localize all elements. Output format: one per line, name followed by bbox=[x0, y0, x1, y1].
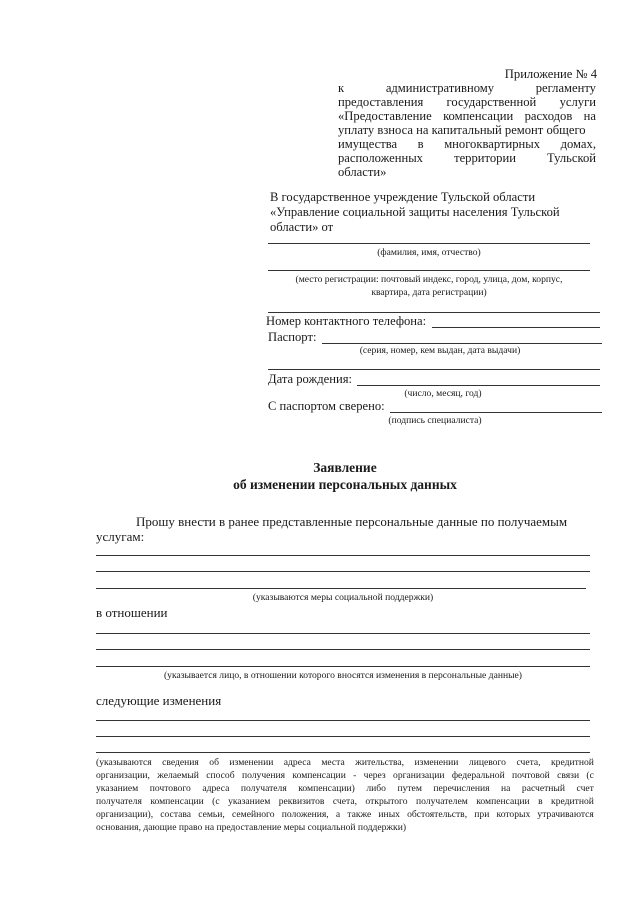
birth-date-caption: (число, месяц, год) bbox=[404, 388, 482, 399]
measures-line-3[interactable] bbox=[96, 588, 586, 589]
birth-date-label: Дата рождения: bbox=[268, 372, 352, 386]
address-field-line[interactable] bbox=[268, 270, 590, 271]
person-caption: (указывается лицо, в отношении которого вносятся изменения в персональные данные) bbox=[163, 670, 522, 681]
note-line-4: получателя компенсации (с указанием реквизитов счета, открытого получателем компенсации в кредитной bbox=[96, 796, 594, 807]
note-line-5: организации), состава семьи, семейного положения, а также иных обстоятельств, при которых утрачиваются bbox=[96, 809, 594, 820]
phone-field-line[interactable] bbox=[432, 327, 600, 328]
birth-date-field-line[interactable] bbox=[357, 385, 600, 386]
changes-line-2[interactable] bbox=[96, 736, 590, 737]
addressee-line-2: «Управление социальной защиты населения Тульской bbox=[270, 205, 560, 219]
address-caption-1: (место регистрации: почтовый индекс, город, улица, дом, корпус, bbox=[295, 274, 563, 285]
measures-line-1[interactable] bbox=[96, 555, 590, 556]
note-line-3: указанием почтового адреса получателя компенсации) либо путем перечисления на расчетный счет bbox=[96, 783, 594, 794]
regarding-label: в отношении bbox=[96, 605, 168, 620]
note-line-1: (указываются сведения об изменении адреса места жительства, изменении лицевого счета, кредитной bbox=[96, 757, 594, 768]
regarding-line-2[interactable] bbox=[96, 649, 590, 650]
addressee-line-3: области» от bbox=[270, 220, 334, 234]
statement-subtitle: об изменении персональных данных bbox=[233, 477, 457, 492]
appendix-title: Приложение № 4 bbox=[504, 67, 597, 81]
note-line-2: организации, желаемый способ получения компенсации - через организации федеральной почтовой связи (с bbox=[96, 770, 594, 781]
regarding-line-1[interactable] bbox=[96, 633, 590, 634]
intro-line-2: услугам: bbox=[96, 529, 145, 544]
passport-field-line-2[interactable] bbox=[268, 369, 600, 370]
appendix-line-6: расположенных территории Тульской bbox=[338, 151, 596, 165]
appendix-line-1: к административному регламенту bbox=[338, 81, 596, 95]
regarding-line-3[interactable] bbox=[96, 666, 590, 667]
address-caption-2: квартира, дата регистрации) bbox=[371, 287, 487, 298]
appendix-line-5: имущества в многоквартирных домах, bbox=[338, 137, 596, 151]
addressee-line-1: В государственное учреждение Тульской области bbox=[270, 190, 536, 204]
passport-field-line[interactable] bbox=[322, 343, 602, 344]
appendix-line-7: области» bbox=[338, 165, 387, 179]
measures-caption: (указываются меры социальной поддержки) bbox=[252, 592, 434, 603]
appendix-line-3: «Предоставление компенсации расходов на bbox=[338, 109, 596, 123]
address-field-line-2[interactable] bbox=[268, 312, 600, 313]
changes-line-3[interactable] bbox=[96, 752, 590, 753]
intro-line-1: Прошу внести в ранее представленные персональные данные по получаемым bbox=[136, 514, 568, 529]
changes-line-1[interactable] bbox=[96, 720, 590, 721]
verified-signature-line[interactable] bbox=[390, 412, 602, 413]
appendix-line-4: уплату взноса на капитальный ремонт общего bbox=[338, 123, 586, 137]
phone-label: Номер контактного телефона: bbox=[266, 314, 427, 328]
passport-label: Паспорт: bbox=[268, 330, 317, 344]
verified-caption: (подпись специалиста) bbox=[388, 415, 482, 426]
appendix-line-2: предоставления государственной услуги bbox=[338, 95, 596, 109]
changes-label: следующие изменения bbox=[96, 693, 222, 708]
statement-title: Заявление bbox=[313, 460, 377, 475]
passport-caption: (серия, номер, кем выдан, дата выдачи) bbox=[359, 345, 521, 356]
passport-verified-label: С паспортом сверено: bbox=[268, 399, 385, 413]
measures-line-2[interactable] bbox=[96, 571, 590, 572]
fio-field-line[interactable] bbox=[268, 243, 590, 244]
fio-caption: (фамилия, имя, отчество) bbox=[377, 247, 481, 258]
note-last-line: основания, дающие право на предоставление меры социальной поддержки) bbox=[96, 822, 407, 833]
